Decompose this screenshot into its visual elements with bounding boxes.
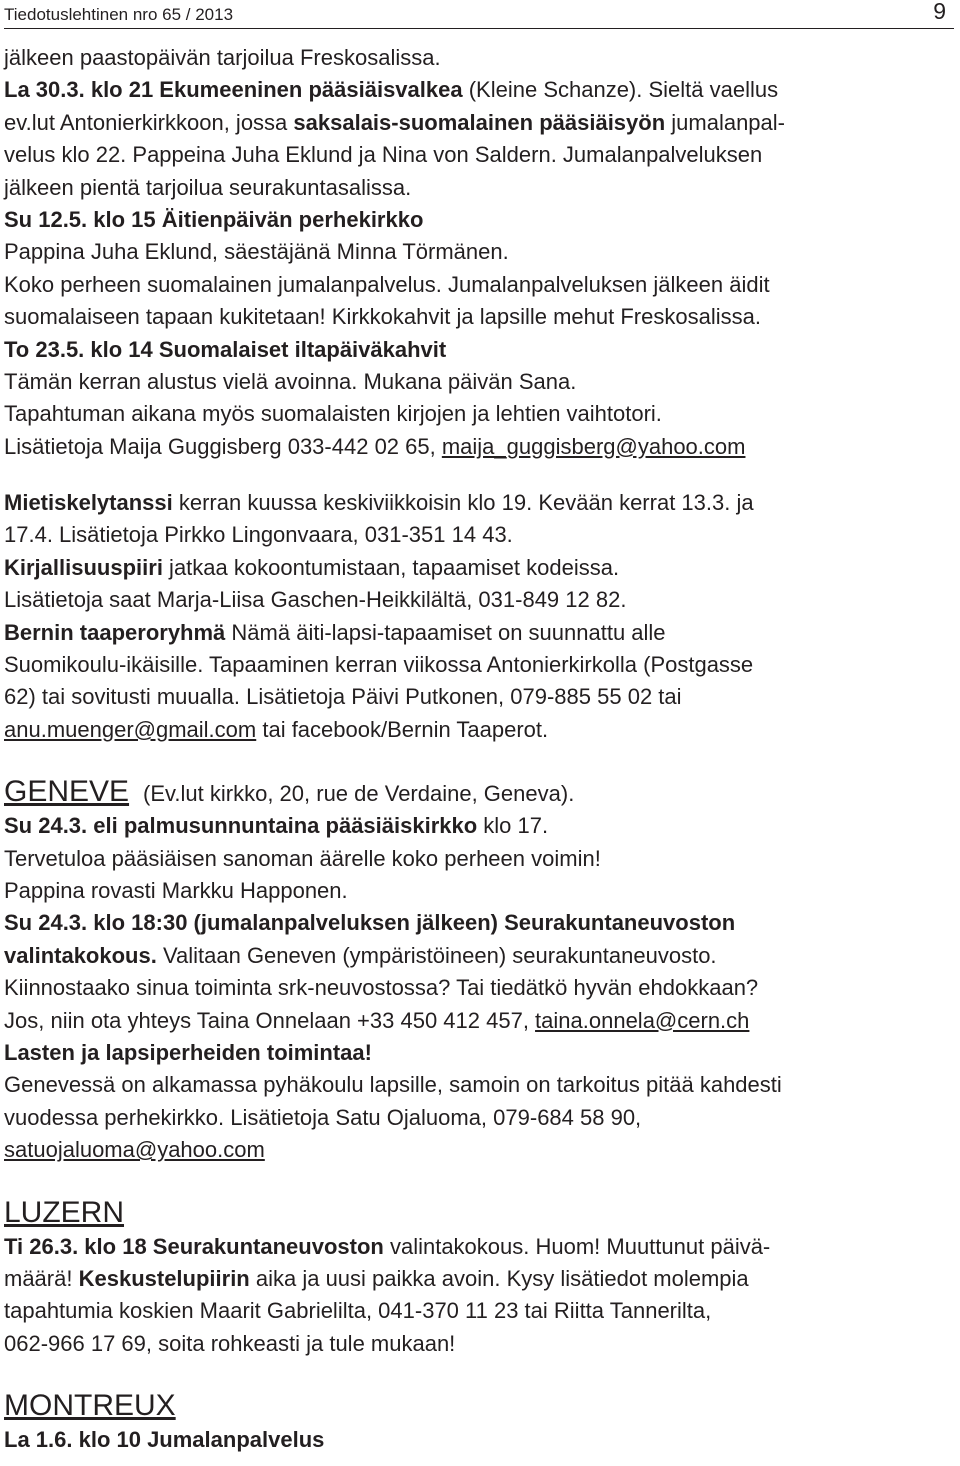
text-segment: vuodessa perhekirkko. Lisätietoja Satu Ojaluoma, 079-684 58 90, bbox=[4, 1104, 642, 1130]
text-segment: Jos, niin ota yhteys Taina Onnelaan +33 450 412 457, bbox=[4, 1007, 536, 1033]
bern-line bbox=[4, 431, 956, 463]
bern-line bbox=[4, 74, 956, 106]
bern-line bbox=[4, 172, 956, 204]
bern-line bbox=[4, 301, 956, 333]
geneve-line bbox=[4, 875, 956, 907]
bold-text: Bernin taaperoryhmä bbox=[4, 619, 226, 645]
text-segment: 17.4. Lisätietoja Pirkko Lingonvaara, 031-351 14 43. bbox=[4, 522, 513, 548]
geneve-line bbox=[4, 972, 956, 1004]
text-segment: jälkeen pientä tarjoilua seurakuntasalissa. bbox=[4, 174, 412, 200]
bern-line bbox=[4, 366, 956, 398]
text-segment: Nämä äiti-lapsi-tapaamiset on suunnattu alle bbox=[225, 619, 666, 645]
geneve-line bbox=[4, 1102, 956, 1134]
geneve-title: GENEVE bbox=[4, 775, 130, 809]
geneve-line bbox=[4, 1134, 956, 1166]
bern-line bbox=[4, 204, 956, 236]
email-link[interactable]: anu.muenger@gmail.com bbox=[4, 716, 257, 742]
text-segment: Koko perheen suomalainen jumalanpalvelus. Jumalanpalveluksen jälkeen äidit bbox=[4, 271, 770, 297]
text-segment: kerran kuussa keskiviikkoisin klo 19. Kevään kerrat 13.3. ja bbox=[172, 490, 754, 516]
bern-section bbox=[4, 42, 956, 463]
luzern-line bbox=[4, 1263, 956, 1295]
geneve-line bbox=[4, 1069, 956, 1101]
bold-text: To 23.5. klo 14 Suomalaiset iltapäiväkahvit bbox=[4, 336, 447, 362]
bold-text: Mietiskelytanssi bbox=[4, 490, 173, 516]
text-segment: (Kleine Schanze). Sieltä vaellus bbox=[462, 77, 779, 103]
groups-section bbox=[4, 487, 956, 746]
bern-line bbox=[4, 42, 956, 74]
bold-text: Ti 26.3. klo 18 Seurakuntaneuvoston bbox=[4, 1233, 384, 1259]
luzern-section bbox=[4, 1195, 956, 1361]
groups-line bbox=[4, 584, 956, 616]
bold-text: La 30.3. klo 21 Ekumeeninen pääsiäisvalkea bbox=[4, 77, 463, 103]
page-header bbox=[4, 0, 954, 29]
text-segment: Suomikoulu-ikäisille. Tapaaminen kerran viikossa Antonierkirkolla (Postgasse bbox=[4, 652, 754, 678]
groups-line bbox=[4, 714, 956, 746]
text-segment: velus klo 22. Pappeina Juha Eklund ja Nina von Saldern. Jumalanpalveluksen bbox=[4, 142, 763, 168]
geneve-address: (Ev.lut kirkko, 20, rue de Verdaine, Geneva). bbox=[143, 781, 575, 807]
groups-line bbox=[4, 519, 956, 551]
geneve-line bbox=[4, 907, 956, 939]
text-segment: Tervetuloa pääsiäisen sanoman äärelle koko perheen voimin! bbox=[4, 845, 601, 871]
page-number: 9 bbox=[933, 0, 946, 24]
montreux-section bbox=[4, 1388, 956, 1456]
email-link[interactable]: maija_guggisberg@yahoo.com bbox=[441, 433, 746, 459]
bold-text: saksalais-suomalainen pääsiäisyön bbox=[293, 109, 666, 135]
text-segment: Tämän kerran alustus vielä avoinna. Mukana päivän Sana. bbox=[4, 368, 577, 394]
text-segment: Lisätietoja saat Marja-Liisa Gaschen-Heikkilältä, 031-849 12 82. bbox=[4, 587, 627, 613]
text-segment: Valitaan Geneven (ympäristöineen) seurakuntaneuvosto. bbox=[156, 942, 717, 968]
bold-text: Su 12.5. klo 15 Äitienpäivän perhekirkko bbox=[4, 206, 424, 232]
text-segment: aika ja uusi paikka avoin. Kysy lisätiedot molempia bbox=[249, 1265, 749, 1291]
newsletter-title: Tiedotuslehtinen nro 65 / 2013 bbox=[4, 5, 234, 24]
bold-text: Lasten ja lapsiperheiden toimintaa! bbox=[4, 1039, 372, 1065]
luzern-line bbox=[4, 1328, 956, 1360]
geneve-line bbox=[4, 1005, 956, 1037]
text-segment: Pappina Juha Eklund, säestäjänä Minna Törmänen. bbox=[4, 239, 509, 265]
bold-text: valintakokous. bbox=[4, 942, 157, 968]
bold-text: Su 24.3. klo 18:30 (jumalanpalveluksen jälkeen) Seurakuntaneuvoston bbox=[4, 910, 736, 936]
page-content bbox=[4, 42, 956, 1456]
bern-line bbox=[4, 139, 956, 171]
bern-line bbox=[4, 398, 956, 430]
text-segment: jatkaa kokoontumistaan, tapaamiset kodeissa. bbox=[162, 554, 620, 580]
geneve-line bbox=[4, 843, 956, 875]
text-segment: klo 17. bbox=[477, 813, 549, 839]
bern-line bbox=[4, 107, 956, 139]
text-segment: valintakokous. Huom! Muuttunut päivä- bbox=[383, 1233, 771, 1259]
text-segment: Lisätietoja Maija Guggisberg 033-442 02 65, bbox=[4, 433, 442, 459]
bold-text: Kirjallisuuspiiri bbox=[4, 554, 163, 580]
geneve-line bbox=[4, 810, 956, 842]
luzern-heading bbox=[4, 1195, 956, 1231]
groups-line bbox=[4, 552, 956, 584]
bold-text: Keskustelupiirin bbox=[78, 1265, 250, 1291]
email-link[interactable]: satuojaluoma@yahoo.com bbox=[4, 1137, 265, 1163]
text-segment: ev.lut Antonierkirkkoon, jossa bbox=[4, 109, 294, 135]
groups-line bbox=[4, 487, 956, 519]
groups-line bbox=[4, 649, 956, 681]
text-segment: tai facebook/Bernin Taaperot. bbox=[256, 716, 549, 742]
text-segment: Kiinnostaako sinua toiminta srk-neuvostossa? Tai tiedätkö hyvän ehdokkaan? bbox=[4, 975, 759, 1001]
montreux-title: MONTREUX bbox=[4, 1389, 176, 1423]
text-segment: Genevessä on alkamassa pyhäkoulu lapsille, samoin on tarkoitus pitää kahdesti bbox=[4, 1072, 782, 1098]
geneve-line bbox=[4, 940, 956, 972]
text-segment: jumalanpal- bbox=[665, 109, 785, 135]
geneve-heading bbox=[4, 774, 956, 810]
geneve-line bbox=[4, 1037, 956, 1069]
luzern-title: LUZERN bbox=[4, 1195, 125, 1229]
text-segment: Pappina rovasti Markku Happonen. bbox=[4, 877, 348, 903]
luzern-line bbox=[4, 1295, 956, 1327]
geneve-section bbox=[4, 774, 956, 1166]
text-segment: määrä! bbox=[4, 1265, 79, 1291]
text-segment: 62) tai sovitusti muualla. Lisätietoja Päivi Putkonen, 079-885 55 02 tai bbox=[4, 684, 682, 710]
montreux-heading bbox=[4, 1388, 956, 1424]
text-segment: Tapahtuman aikana myös suomalaisten kirjojen ja lehtien vaihtotori. bbox=[4, 401, 662, 427]
text-segment: suomalaiseen tapaan kukitetaan! Kirkkokahvit ja lapsille mehut Freskosalissa. bbox=[4, 304, 761, 330]
text-segment: 062-966 17 69, soita rohkeasti ja tule mukaan! bbox=[4, 1330, 456, 1356]
luzern-line bbox=[4, 1231, 956, 1263]
text-segment: tapahtumia koskien Maarit Gabrielilta, 041-370 11 23 tai Riitta Tannerilta, bbox=[4, 1298, 712, 1324]
bern-line bbox=[4, 236, 956, 268]
bold-text: La 1.6. klo 10 Jumalanpalvelus bbox=[4, 1427, 325, 1453]
text-segment: jälkeen paastopäivän tarjoilua Freskosalissa. bbox=[4, 45, 441, 70]
email-link[interactable]: taina.onnela@cern.ch bbox=[535, 1007, 750, 1033]
groups-line bbox=[4, 617, 956, 649]
bern-line bbox=[4, 269, 956, 301]
bold-text: Su 24.3. eli palmusunnuntaina pääsiäiskirkko bbox=[4, 813, 478, 839]
groups-line bbox=[4, 681, 956, 713]
bern-line bbox=[4, 334, 956, 366]
montreux-line bbox=[4, 1424, 956, 1456]
